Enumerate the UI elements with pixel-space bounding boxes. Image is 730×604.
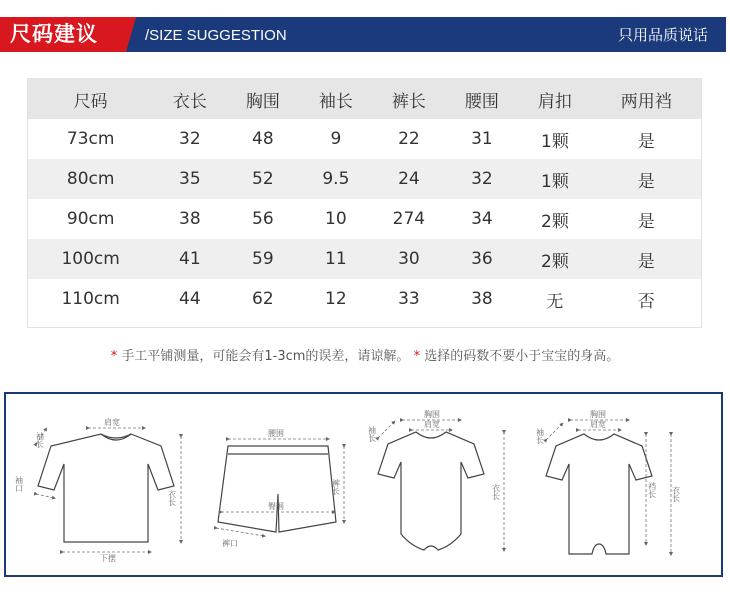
table-row xyxy=(28,119,701,159)
table-cell: 36 xyxy=(471,249,493,269)
table-cell: 35 xyxy=(179,169,201,189)
table-header-row xyxy=(28,79,701,119)
table-cell: 9 xyxy=(330,129,342,149)
table-cell: 无 xyxy=(546,291,564,312)
table-cell: 11 xyxy=(325,249,347,269)
table-cell: 9.5 xyxy=(322,169,350,189)
bodysuit-label-sleeve: 袖长 xyxy=(367,426,377,442)
table-row xyxy=(28,239,701,279)
table-cell: 24 xyxy=(398,169,420,189)
table-cell: 32 xyxy=(471,169,493,189)
shorts-label-leg-opening: 裤口 xyxy=(222,539,238,548)
table-cell: 100cm xyxy=(61,249,120,269)
table-cell: 1颗 xyxy=(541,131,569,152)
table-cell: 62 xyxy=(252,289,274,309)
column-header: 两用裆 xyxy=(620,91,672,112)
table-cell: 80cm xyxy=(66,169,115,189)
table-cell: 59 xyxy=(252,249,274,269)
tshirt-label-cuff: 袖口 xyxy=(14,476,24,492)
table-cell: 是 xyxy=(637,211,655,232)
tshirt-label-hem: 下摆 xyxy=(100,554,116,563)
table-row xyxy=(28,279,701,319)
shorts-label-waist: 腰围 xyxy=(268,429,284,438)
table-cell: 274 xyxy=(392,209,426,229)
table-cell: 32 xyxy=(179,129,201,149)
note-star: * xyxy=(110,349,118,364)
tshirt-diagram xyxy=(38,434,174,542)
romper-label-chest: 胸围 xyxy=(590,410,606,419)
tshirt-label-shoulder: 肩宽 xyxy=(104,418,120,427)
romper-label-sleeve: 袖长 xyxy=(535,428,545,444)
table-cell: 34 xyxy=(471,209,493,229)
header-title: 尺码建议 xyxy=(10,22,98,46)
table-cell: 110cm xyxy=(61,289,120,309)
tshirt-label-sleeve: 袖长 xyxy=(35,432,45,448)
column-header: 肩扣 xyxy=(537,91,572,112)
table-cell: 38 xyxy=(179,209,201,229)
header-slogan: 只用品质说话 xyxy=(617,26,708,44)
column-header: 衣长 xyxy=(172,91,207,112)
size-table xyxy=(27,78,702,328)
column-header: 袖长 xyxy=(318,91,353,112)
table-cell: 56 xyxy=(252,209,274,229)
table-cell: 38 xyxy=(471,289,493,309)
romper-label-crotch-length: 裆长 xyxy=(647,482,657,498)
table-row xyxy=(28,199,701,239)
shorts-label-thigh: 臀围 xyxy=(268,502,284,511)
note-star: * xyxy=(413,349,421,364)
romper-label-length: 衣长 xyxy=(671,486,681,502)
column-header: 腰围 xyxy=(464,91,499,112)
romper-label-shoulder: 肩宽 xyxy=(590,420,606,429)
bodysuit-diagram xyxy=(378,432,484,550)
table-cell: 否 xyxy=(637,291,655,312)
column-header: 裤长 xyxy=(391,91,426,112)
table-cell: 30 xyxy=(398,249,420,269)
measurement-diagram-panel xyxy=(4,392,723,577)
bodysuit-label-chest: 胸围 xyxy=(424,410,440,419)
table-cell: 12 xyxy=(325,289,347,309)
column-header: 胸围 xyxy=(245,91,280,112)
header-notch xyxy=(126,17,136,52)
table-cell: 90cm xyxy=(66,209,115,229)
measurement-diagrams xyxy=(6,394,721,575)
table-cell: 2颗 xyxy=(541,211,569,232)
note-text-2: 选择的码数不要小于宝宝的身高。 xyxy=(424,349,620,364)
table-row xyxy=(28,159,701,199)
note-text-1: 手工平铺测量，可能会有1-3cm的误差，请谅解。 xyxy=(121,349,410,364)
shorts-label-length: 裤长 xyxy=(331,479,341,495)
table-cell: 1颗 xyxy=(541,171,569,192)
table-cell: 10 xyxy=(325,209,347,229)
table-cell: 33 xyxy=(398,289,420,309)
section-header xyxy=(0,17,726,52)
table-cell: 是 xyxy=(637,131,655,152)
tshirt-label-length: 衣长 xyxy=(167,490,177,506)
shorts-diagram xyxy=(218,446,336,532)
table-cell: 52 xyxy=(252,169,274,189)
table-cell: 22 xyxy=(398,129,420,149)
bodysuit-label-length: 衣长 xyxy=(491,484,501,500)
table-cell: 44 xyxy=(179,289,201,309)
table-cell: 48 xyxy=(252,129,274,149)
header-title-block xyxy=(0,17,126,52)
bodysuit-label-shoulder: 肩宽 xyxy=(424,420,440,429)
table-cell: 31 xyxy=(471,129,493,149)
table-cell: 是 xyxy=(637,251,655,272)
table-cell: 2颗 xyxy=(541,251,569,272)
measurement-note xyxy=(0,345,730,364)
column-header: 尺码 xyxy=(73,91,108,112)
table-cell: 41 xyxy=(179,249,201,269)
romper-diagram xyxy=(546,434,652,554)
header-subtitle: /SIZE SUGGESTION xyxy=(145,27,287,44)
table-cell: 73cm xyxy=(66,129,115,149)
table-cell: 是 xyxy=(637,171,655,192)
